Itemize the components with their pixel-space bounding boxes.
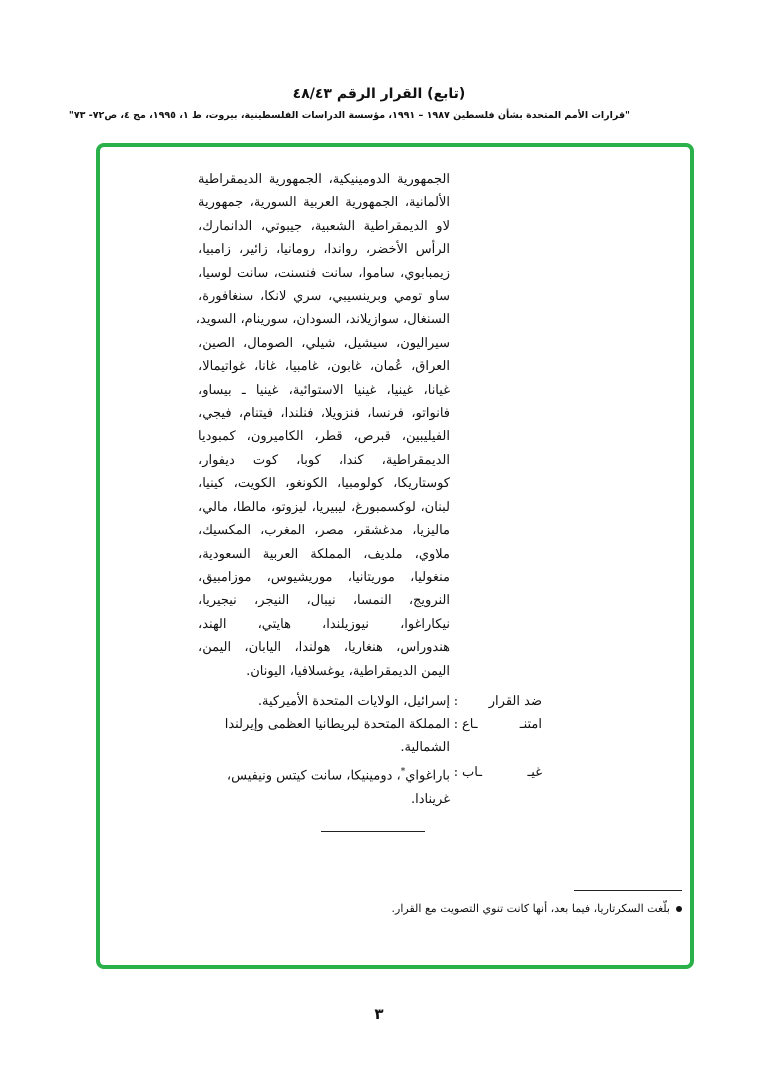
- abstain-label-end: ـاع: [462, 717, 478, 732]
- votes-against-label: [462, 690, 542, 713]
- country-list-line: الألمانية، الجمهورية العربية السورية، جمهورية: [198, 195, 450, 211]
- country-list-line: غيانا، غينيا، غينيا الاستوائية، غينيا ـ بيساو،: [198, 382, 450, 398]
- absent-first-country: باراغواي: [405, 768, 450, 784]
- abstain-row: [198, 713, 542, 760]
- country-list-line: كوستاريكا، كولومبيا، الكونغو، الكويت، كينيا،: [198, 476, 450, 492]
- country-list-line: ماليزيا، مدغشقر، مصر، المغرب، المكسيك،: [198, 523, 450, 539]
- country-list-line: السنغال، سوازيلاند، السودان، سورينام، السويد،: [195, 312, 450, 328]
- country-list-line: الفيليبين، قبرص، قطر، الكاميرون، كمبوديا: [198, 429, 450, 445]
- absent-label-end: ـاب: [462, 765, 483, 780]
- footnote-marker: *: [400, 767, 406, 777]
- abstain-colon: :: [453, 717, 459, 732]
- header-title: (تابع) القرار الرقم ٤٨/٤٣: [292, 86, 466, 102]
- country-list-line: الرأس الأخضر، رواندا، رومانيا، زائير، زامبيا،: [198, 242, 450, 258]
- absent-label-start: غيـ: [527, 765, 542, 780]
- country-list-line: سيراليون، سيشيل، شيلي، الصومال، الصين،: [198, 335, 450, 351]
- page-number: ٣: [374, 1005, 384, 1023]
- footnote: [330, 900, 682, 918]
- country-list-line: زيمبابوي، ساموا، سانت فنسنت، سانت لوسيا،: [198, 265, 450, 281]
- votes-for-country-list: [195, 168, 450, 683]
- votes-against-row: [198, 690, 542, 713]
- header-source-citation: "قرارات الأمم المتحدة بشأن فلسطين ١٩٨٧ – ١٩٩١، مؤسسة الدراسات الفلسطينية، بيروت، ط ١، ١٩٩٥، مج ٤، ص٧٢- ٧٣": [68, 110, 630, 121]
- country-list-line: اليمن الديمقراطية، يوغسلافيا، اليونان.: [246, 663, 450, 679]
- country-list-line: لاو الديمقراطية الشعبية، جيبوتي، الدانمارك،: [198, 218, 450, 234]
- footnote-text: بلّغت السكرتاريا، فيما بعد، أنها كانت تنوي التصويت مع القرار.: [391, 902, 670, 915]
- absent-rest: ، دومينيكا، سانت كيتس ونيفيس،: [226, 768, 401, 784]
- absent-label: [462, 761, 542, 811]
- country-list-line: الديمقراطية، كندا، كوبا، كوت ديفوار،: [198, 452, 450, 468]
- country-list-line: هندوراس، هنغاريا، هولندا، اليابان، اليمن،: [198, 640, 450, 656]
- country-list-line: العراق، عُمان، غابون، غامبيا، غانا، غواتيمالا،: [198, 359, 450, 375]
- country-list-line: منغوليا، موريتانيا، موريشيوس، موزامبيق،: [198, 569, 450, 585]
- abstain-label: [462, 713, 542, 760]
- abstain-line: المملكة المتحدة لبريطانيا العظمى وإيرلندا: [224, 717, 450, 732]
- absent-colon: :: [453, 765, 459, 780]
- absent-line: غرينادا.: [410, 791, 450, 807]
- abstain-text: [198, 713, 450, 760]
- footnote-rule: [574, 890, 682, 891]
- country-list-line: النرويج، النمسا، نيبال، النيجر، نيجيريا،: [198, 593, 450, 609]
- absent-line: [198, 761, 450, 788]
- votes-against-colon: :: [453, 694, 459, 709]
- abstain-label-start: امتنـ: [519, 717, 542, 732]
- country-list-line: الجمهورية الدومينيكية، الجمهورية الديمقراطية: [198, 172, 450, 187]
- bullet-icon: [676, 906, 682, 912]
- country-list-line: ساو تومي وبرينسيبي، سري لانكا، سنغافورة،: [198, 289, 450, 305]
- country-list-line: ملاوي، ملديف، المملكة العربية السعودية،: [198, 546, 450, 562]
- country-list-line: فانواتو، فرنسا، فنزويلا، فنلندا، فيتنام، فيجي،: [198, 406, 450, 422]
- abstain-line: الشمالية.: [400, 740, 450, 756]
- votes-against-label-text: ضد القرار: [488, 694, 542, 709]
- absent-row: [198, 761, 542, 811]
- country-list-line: لبنان، لوكسمبورغ، ليبيريا، ليزوتو، مالطا، مالي،: [198, 499, 450, 515]
- votes-against-text: [198, 690, 450, 713]
- absent-text: [198, 761, 450, 811]
- votes-against-line: إسرائيل، الولايات المتحدة الأميركية.: [257, 694, 450, 709]
- section-separator: [321, 831, 425, 832]
- country-list-line: نيكاراغوا، نيوزيلندا، هايتي، الهند،: [198, 616, 450, 632]
